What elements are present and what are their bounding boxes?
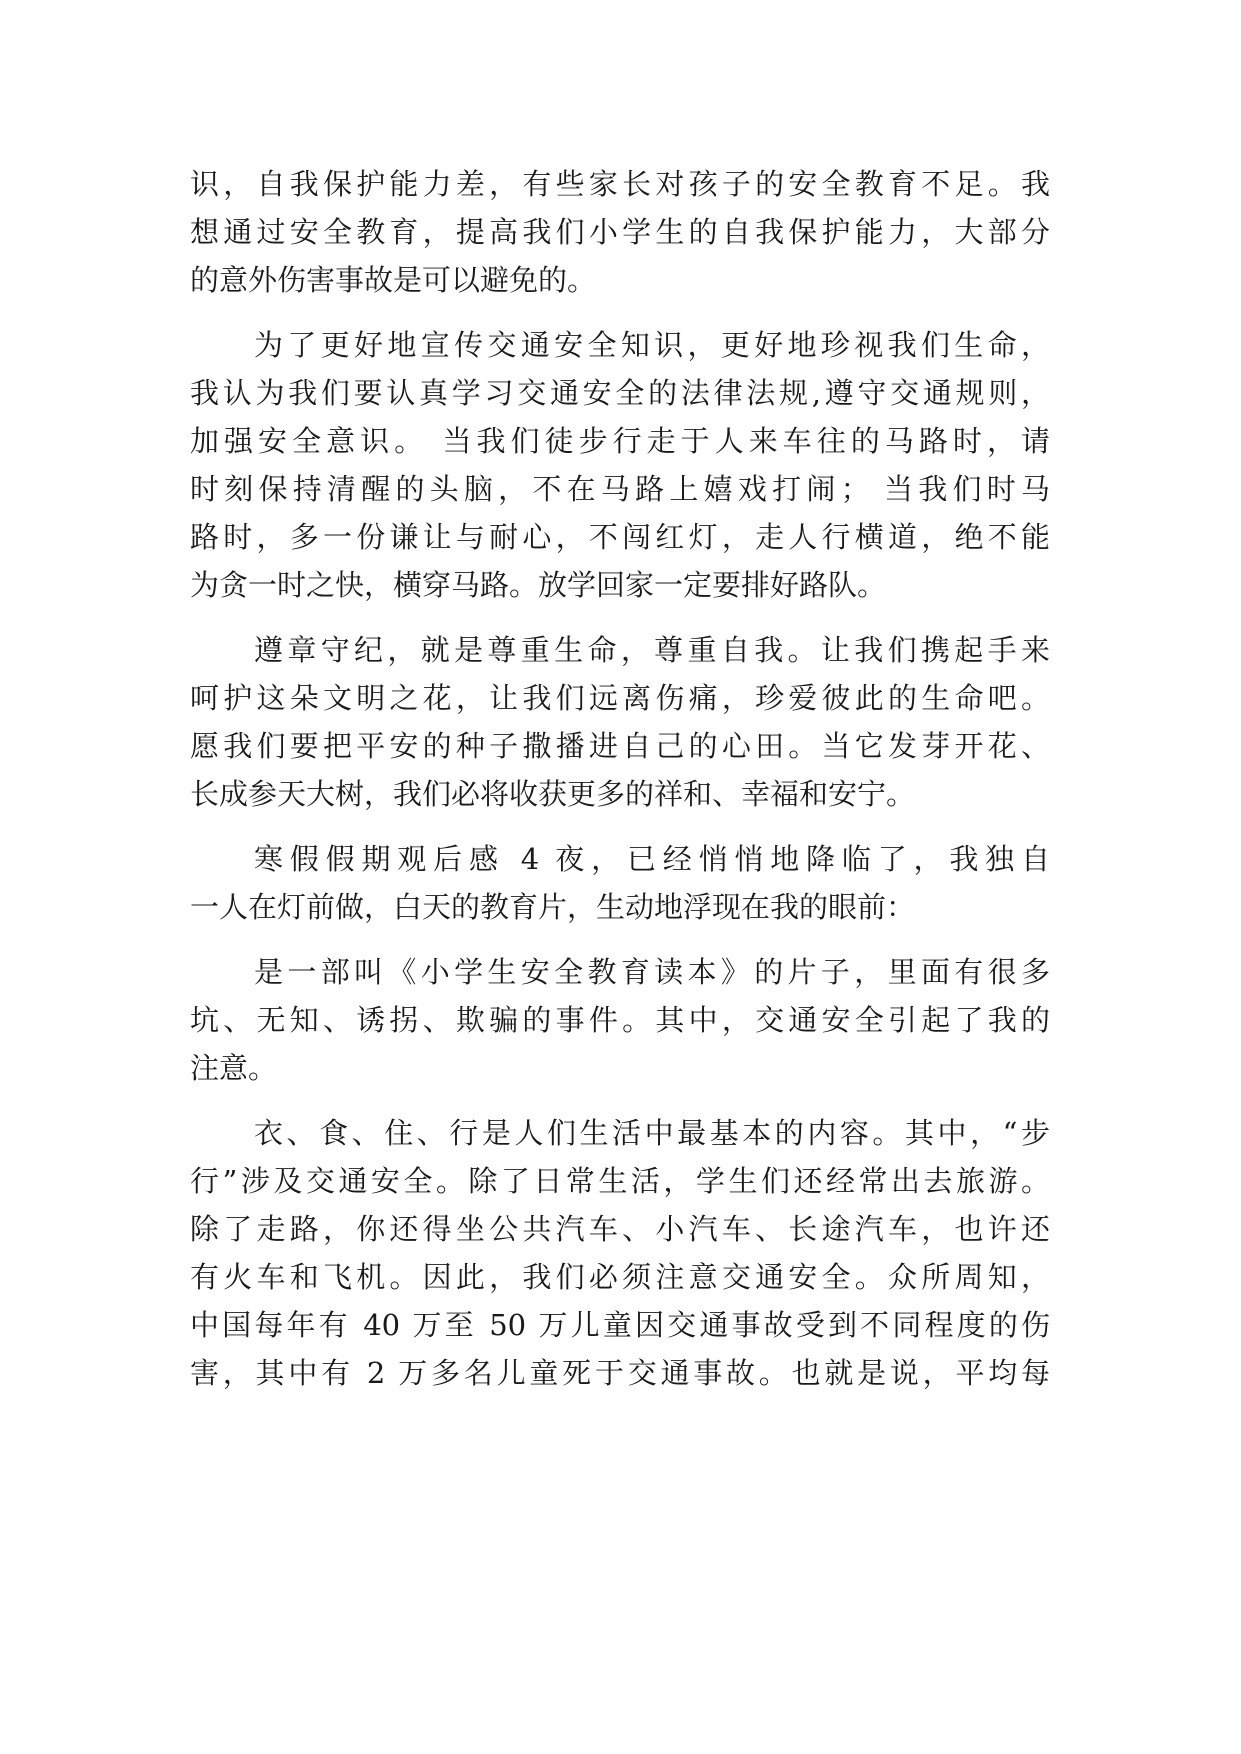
document-body — [190, 160, 1050, 1414]
text-line: 愿我们要把平安的种子撒播进自己的心田。当它发芽开花、 — [190, 729, 1050, 763]
text-line: 是一部叫《小学生安全教育读本》的片子，里面有很多 — [254, 955, 1050, 989]
text-line: 的意外伤害事故是可以避免的。 — [190, 263, 597, 297]
text-line: 识，自我保护能力差，有些家长对孩子的安全教育不足。我 — [190, 167, 1050, 201]
paragraph-3 — [190, 626, 1050, 818]
paragraph-2 — [190, 321, 1050, 609]
text-line: 时刻保持清醒的头脑，不在马路上嬉戏打闹； 当我们时马 — [190, 472, 1050, 506]
text-line: 中国每年有 40 万至 50 万儿童因交通事故受到不同程度的伤 — [190, 1308, 1050, 1342]
text-line: 长成参天大树，我们必将收获更多的祥和、幸福和安宁。 — [190, 777, 916, 811]
text-line: 想通过安全教育，提高我们小学生的自我保护能力，大部分 — [190, 215, 1050, 249]
text-line: 我认为我们要认真学习交通安全的法律法规,遵守交通规则， — [190, 376, 1050, 410]
text-line: 坑、无知、诱拐、欺骗的事件。其中，交通安全引起了我的 — [190, 1003, 1050, 1037]
text-line: 为了更好地宣传交通安全知识，更好地珍视我们生命， — [254, 328, 1050, 362]
text-line: 加强安全意识。 当我们徒步行走于人来车往的马路时，请 — [190, 424, 1050, 458]
text-line: 害，其中有 2 万多名儿童死于交通事故。也就是说，平均每 — [190, 1356, 1050, 1390]
text-line: 行”涉及交通安全。除了日常生活，学生们还经常出去旅游。 — [190, 1164, 1050, 1198]
text-line: 有火车和飞机。因此，我们必须注意交通安全。众所周知， — [190, 1260, 1050, 1294]
paragraph-6 — [190, 1109, 1050, 1397]
text-line: 呵护这朵文明之花，让我们远离伤痛，珍爱彼此的生命吧。 — [190, 681, 1050, 715]
text-line: 除了走路，你还得坐公共汽车、小汽车、长途汽车，也许还 — [190, 1212, 1050, 1246]
text-line: 为贪一时之快，横穿马路。放学回家一定要排好路队。 — [190, 568, 887, 602]
text-line: 衣、食、住、行是人们生活中最基本的内容。其中，“步 — [254, 1116, 1050, 1150]
text-line: 寒假假期观后感 4 夜，已经悄悄地降临了，我独自 — [254, 842, 1050, 876]
paragraph-5 — [190, 948, 1050, 1092]
paragraph-1 — [190, 160, 1050, 304]
paragraph-4 — [190, 835, 1050, 931]
text-line: 注意。 — [190, 1051, 278, 1085]
text-line: 路时，多一份谦让与耐心，不闯红灯，走人行横道，绝不能 — [190, 520, 1050, 554]
text-line: 遵章守纪，就是尊重生命，尊重自我。让我们携起手来 — [254, 633, 1050, 667]
text-line: 一人在灯前做，白天的教育片，生动地浮现在我的眼前： — [190, 890, 916, 924]
